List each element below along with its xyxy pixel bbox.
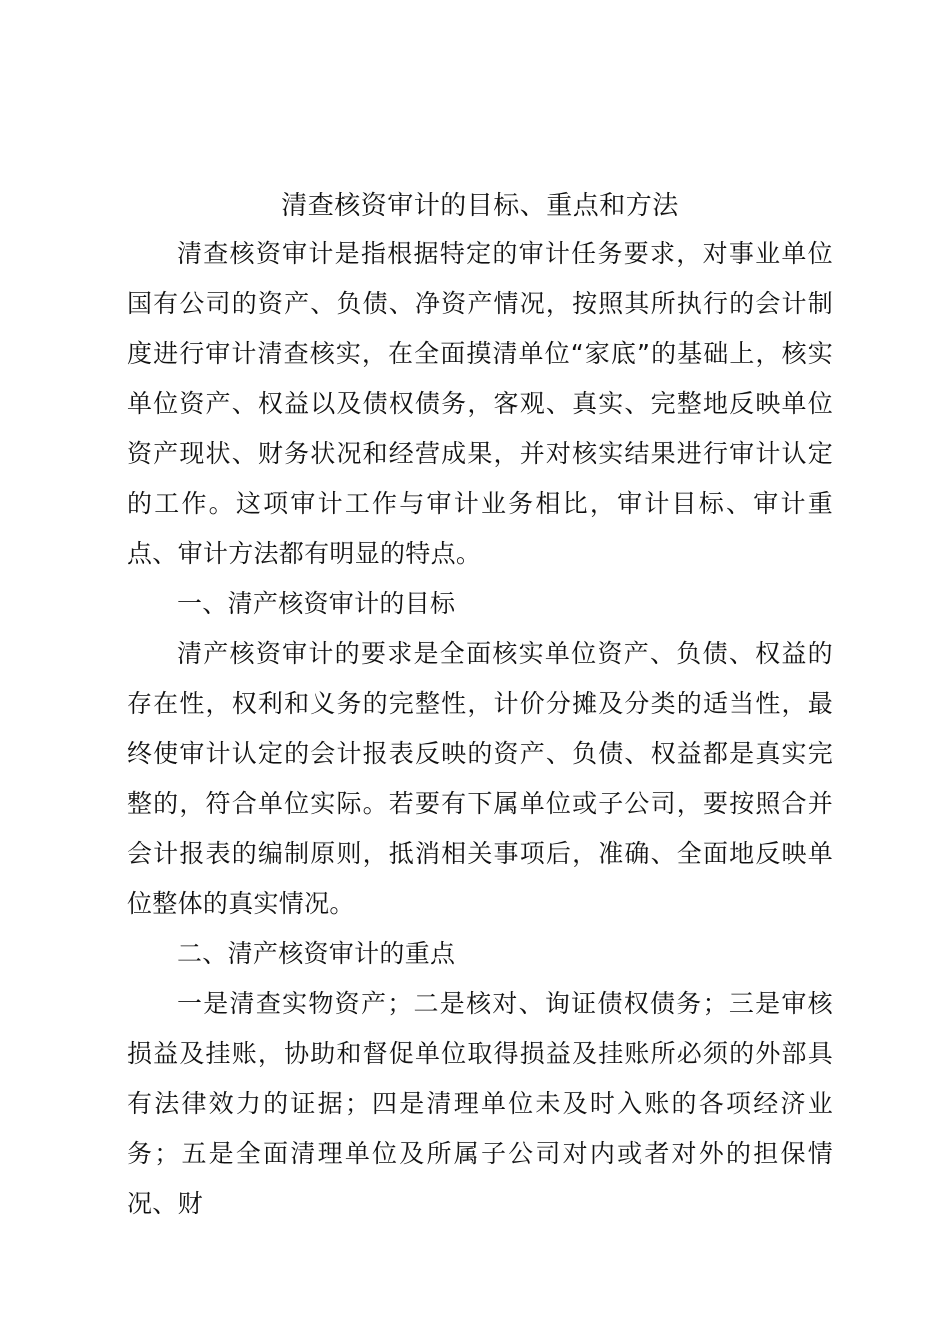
intro-paragraph: 清查核资审计是指根据特定的审计任务要求，对事业单位国有公司的资产、负债、净资产情况，按照其所执行的会计制度进行审计清查核实，在全面摸清单位“家底”的基础上，核实单位资产、权益以及债权债务，客观、真实、完整地反映单位资产现状、财务状况和经营成果，并对核实结果进行审计认定的工作。这项审计工作与审计业务相比，审计目标、审计重点、审计方法都有明显的特点。: [127, 239, 833, 568]
document-title: 清查核资审计的目标、重点和方法: [281, 191, 679, 221]
section-heading-focus: 二、清产核资审计的重点: [177, 939, 456, 968]
section-body-focus: 一是清查实物资产；二是核对、询证债权债务；三是审核损益及挂账，协助和督促单位取得损益及挂账所必须的外部具有法律效力的证据；四是清理单位未及时入账的各项经济业务；五是全面清理单位及所属子公司对内或者对外的担保情况、财: [127, 989, 833, 1218]
section-body-goals: 清产核资审计的要求是全面核实单位资产、负债、权益的存在性，权利和义务的完整性，计价分摊及分类的适当性，最终使审计认定的会计报表反映的资产、负债、权益都是真实完整的，符合单位实际。若要有下属单位或子公司，要按照合并会计报表的编制原则，抵消相关事项后，准确、全面地反映单位整体的真实情况。: [127, 639, 833, 918]
document-body: [127, 183, 833, 1229]
section-heading-goals: 一、清产核资审计的目标: [177, 589, 456, 618]
